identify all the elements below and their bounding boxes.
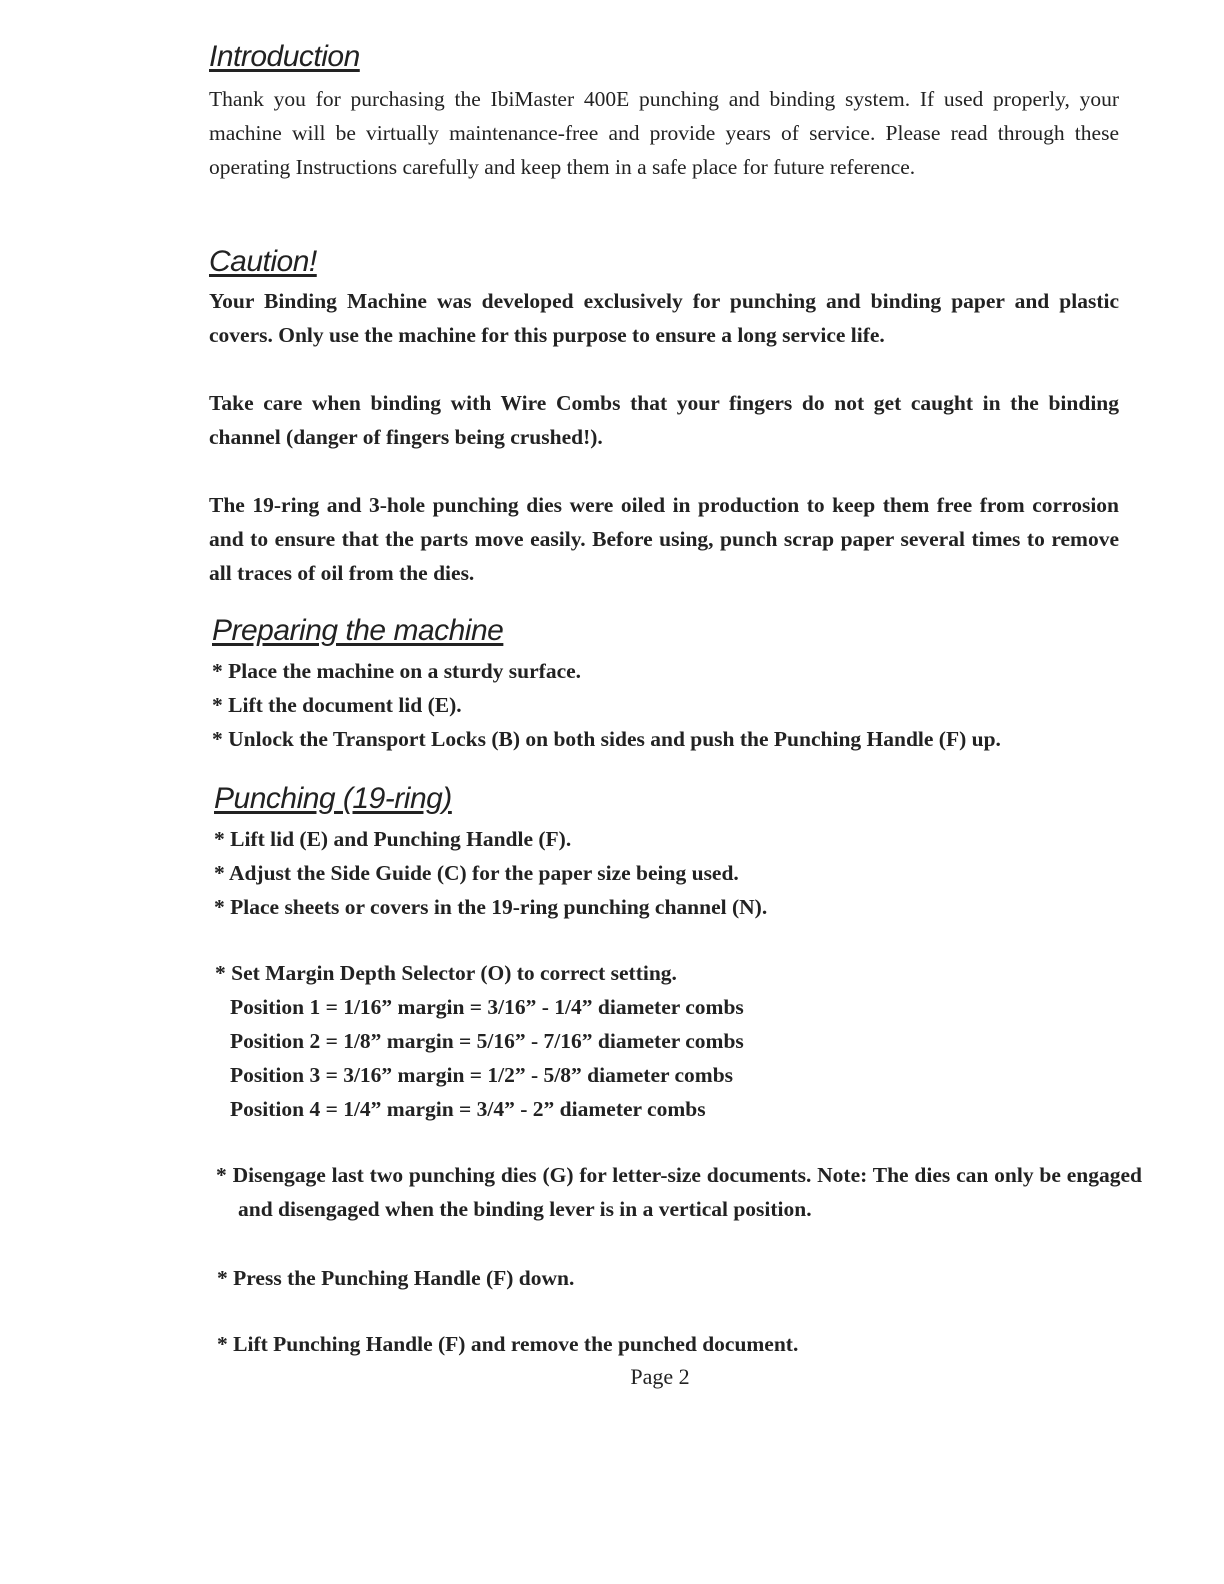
disengage-text: Disengage last two punching dies (G) for letter-size documents. Note: The dies can only be engaged and disengaged when the binding lever is in a vertical position. bbox=[232, 1163, 1143, 1221]
caution-heading: Caution! bbox=[209, 245, 317, 278]
list-item: * Press the Punching Handle (F) down. bbox=[217, 1261, 1129, 1295]
caution-paragraph-1: Your Binding Machine was developed exclusively for punching and binding paper and plastic covers. Only use the machine for this purpose to ensure a long service life. bbox=[209, 289, 1119, 347]
margin-positions bbox=[230, 990, 744, 1126]
press-list bbox=[217, 1261, 1129, 1295]
list-item: * Unlock the Transport Locks (B) on both sides and push the Punching Handle (F) up. bbox=[212, 722, 1124, 756]
introduction-heading: Introduction bbox=[209, 40, 360, 73]
list-item: * Place sheets or covers in the 19-ring punching channel (N). bbox=[214, 890, 1126, 924]
disengage-note: * Disengage last two punching dies (G) for letter-size documents. Note: The dies can only be engaged and disengaged when the binding lever is in a vertical position. bbox=[216, 1163, 1143, 1221]
list-item: * Lift lid (E) and Punching Handle (F). bbox=[214, 822, 1126, 856]
caution-paragraph-2: Take care when binding with Wire Combs that your fingers do not get caught in the binding channel (danger of fingers being crushed!). bbox=[209, 391, 1119, 449]
margin-selector-list bbox=[215, 956, 1127, 990]
page-number: Page 2 bbox=[630, 1364, 690, 1389]
list-item: * Adjust the Side Guide (C) for the paper size being used. bbox=[214, 856, 1126, 890]
position-item: Position 1 = 1/16” margin = 3/16” - 1/4” diameter combs bbox=[230, 995, 744, 1019]
list-item: * Place the machine on a sturdy surface. bbox=[212, 654, 1124, 688]
page-footer bbox=[0, 1364, 1224, 1390]
position-item: Position 3 = 3/16” margin = 1/2” - 5/8” diameter combs bbox=[230, 1063, 734, 1087]
position-item: Position 2 = 1/8” margin = 5/16” - 7/16” diameter combs bbox=[230, 1029, 744, 1053]
introduction-text: Thank you for purchasing the IbiMaster 400E punching and binding system. If used properly, your machine will be virtually maintenance-free and provide years of service. Please read through these operating Instructions carefully and keep them in a safe place for future reference. bbox=[209, 87, 1119, 179]
list-item: * Lift Punching Handle (F) and remove the punched document. bbox=[217, 1327, 1129, 1361]
list-item: * Lift the document lid (E). bbox=[212, 688, 1124, 722]
punching-list bbox=[214, 822, 1126, 924]
preparing-heading: Preparing the machine bbox=[212, 614, 504, 647]
list-item: * Set Margin Depth Selector (O) to correct setting. bbox=[215, 956, 1127, 990]
position-item: Position 4 = 1/4” margin = 3/4” - 2” diameter combs bbox=[230, 1097, 706, 1121]
preparing-list bbox=[212, 654, 1124, 756]
punching-heading: Punching (19-ring) bbox=[214, 782, 452, 815]
caution-paragraph-3: The 19-ring and 3-hole punching dies were oiled in production to keep them free from corrosion and to ensure that the parts move easily. Before using, punch scrap paper several times to remove all traces of oil from the dies. bbox=[209, 493, 1119, 585]
lift-list bbox=[217, 1327, 1129, 1361]
